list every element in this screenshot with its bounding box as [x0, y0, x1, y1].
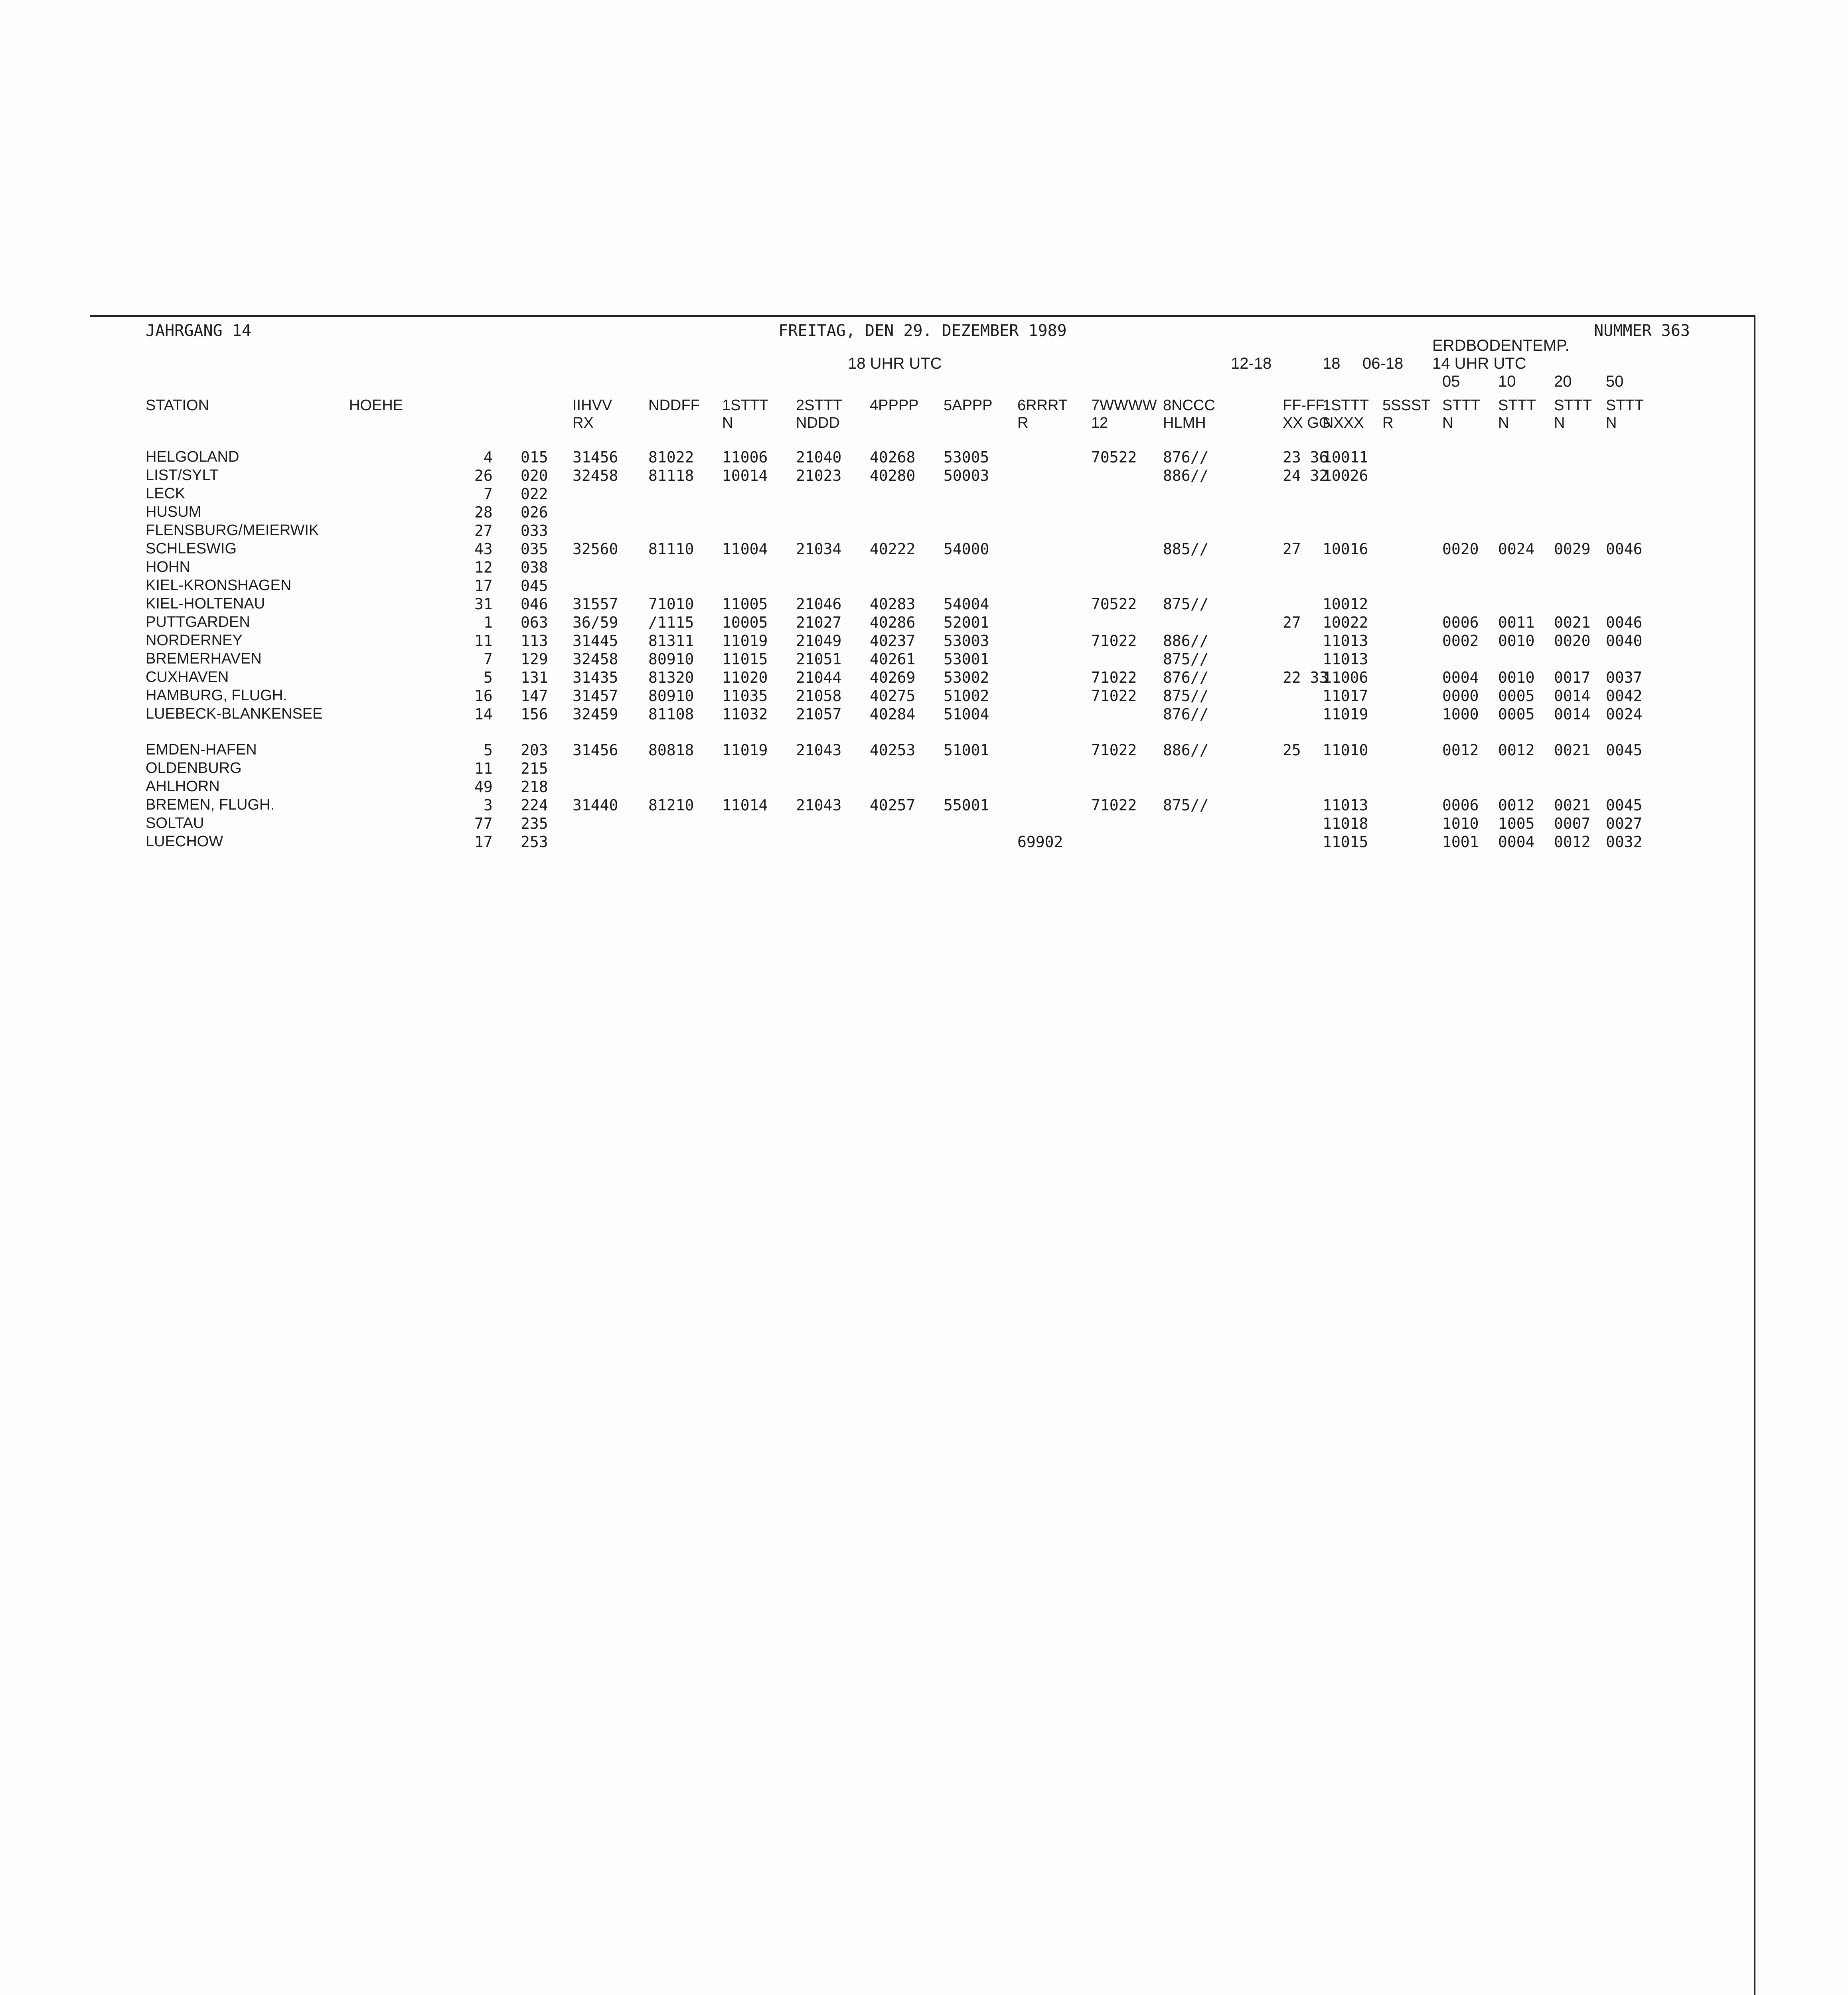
- station-height: 49: [474, 778, 493, 796]
- obs-value: 52001: [944, 614, 989, 631]
- station-id: 253: [521, 833, 548, 851]
- obs-value: 27: [1283, 540, 1301, 558]
- obs-value: 0021: [1554, 796, 1591, 814]
- obs-value: 32560: [573, 540, 618, 558]
- station-name: HOHN: [146, 559, 190, 575]
- obs-value: 0040: [1606, 632, 1643, 650]
- obs-value: 0032: [1606, 833, 1643, 851]
- obs-value: 0002: [1442, 632, 1479, 650]
- obs-value: 71022: [1091, 741, 1137, 759]
- obs-value: 0027: [1606, 815, 1643, 832]
- station-id: 046: [521, 595, 548, 613]
- obs-value: 21034: [796, 540, 842, 558]
- obs-value: 0021: [1554, 741, 1591, 759]
- obs-value: 11010: [1323, 741, 1368, 759]
- station-id: 033: [521, 522, 548, 539]
- obs-value: 54004: [944, 595, 989, 613]
- obs-value: 31456: [573, 741, 618, 759]
- station-id: 045: [521, 577, 548, 595]
- station-name: BREMEN, FLUGH.: [146, 796, 275, 813]
- col-header-c8: 7WWWW 12: [1091, 397, 1157, 431]
- station-id: 203: [521, 741, 548, 759]
- obs-value: 1005: [1498, 815, 1535, 832]
- col-header-c16: STTT N: [1606, 397, 1644, 431]
- col-header-c13: STTT N: [1442, 397, 1480, 431]
- obs-value: 71022: [1091, 796, 1137, 814]
- depth-20: 20: [1554, 373, 1572, 390]
- col-header-c5: 4PPPP: [870, 397, 919, 414]
- obs-value: 876//: [1163, 448, 1209, 466]
- station-id: 218: [521, 778, 548, 796]
- obs-value: 51004: [944, 705, 989, 723]
- obs-value: 81320: [648, 669, 694, 686]
- obs-value: 80910: [648, 650, 694, 668]
- obs-value: 11006: [722, 448, 768, 466]
- station-height: 1: [484, 614, 493, 631]
- obs-value: 875//: [1163, 687, 1209, 705]
- obs-value: 55001: [944, 796, 989, 814]
- obs-value: 875//: [1163, 650, 1209, 668]
- station-id: 235: [521, 815, 548, 832]
- obs-value: 32459: [573, 705, 618, 723]
- table-row: [146, 595, 1738, 614]
- station-name: HELGOLAND: [146, 448, 239, 465]
- obs-value: 0014: [1554, 687, 1591, 705]
- obs-value: 70522: [1091, 595, 1137, 613]
- obs-value: 40286: [870, 614, 916, 631]
- table-row: [146, 504, 1738, 522]
- obs-value: 10005: [722, 614, 768, 631]
- col-header-c9: 8NCCC HLMH: [1163, 397, 1215, 431]
- obs-value: 10022: [1323, 614, 1368, 631]
- obs-value: 24 32: [1283, 467, 1329, 484]
- obs-value: 876//: [1163, 669, 1209, 686]
- obs-value: 11019: [722, 741, 768, 759]
- obs-value: 21057: [796, 705, 842, 723]
- col-header-c10: FF-FF XX GG: [1283, 397, 1331, 431]
- depth-50: 50: [1606, 373, 1624, 390]
- obs-value: 51002: [944, 687, 989, 705]
- table-row: [146, 614, 1738, 632]
- obs-value: 0045: [1606, 741, 1643, 759]
- station-height: 5: [484, 669, 493, 686]
- group-label-18: 18: [1323, 355, 1341, 372]
- table-row: [146, 760, 1738, 778]
- obs-value: 11013: [1323, 650, 1368, 668]
- station-name: LUEBECK-BLANKENSEE: [146, 705, 323, 722]
- station-id: 224: [521, 796, 548, 814]
- obs-value: 0045: [1606, 796, 1643, 814]
- issue-number: NUMMER 363: [1594, 322, 1690, 340]
- obs-value: 0007: [1554, 815, 1591, 832]
- obs-value: 0012: [1554, 833, 1591, 851]
- station-height: 16: [474, 687, 493, 705]
- obs-value: 11013: [1323, 632, 1368, 650]
- station-name: EMDEN-HAFEN: [146, 741, 257, 758]
- obs-value: 0046: [1606, 540, 1643, 558]
- obs-value: 1001: [1442, 833, 1479, 851]
- obs-value: 11018: [1323, 815, 1368, 832]
- obs-value: /1115: [648, 614, 694, 631]
- station-id: 156: [521, 705, 548, 723]
- table-row: [146, 485, 1738, 504]
- obs-value: 32458: [573, 650, 618, 668]
- col-hoehe: HOEHE: [349, 397, 403, 414]
- station-height: 17: [474, 833, 493, 851]
- table-row: [146, 778, 1738, 796]
- station-height: 5: [484, 741, 493, 759]
- obs-value: 31456: [573, 448, 618, 466]
- soil-time-label: 14 UHR UTC: [1432, 355, 1526, 372]
- group-label-06-18: 06-18: [1362, 355, 1404, 372]
- obs-value: 21051: [796, 650, 842, 668]
- station-id: 063: [521, 614, 548, 631]
- col-header-c15: STTT N: [1554, 397, 1592, 431]
- obs-value: 81108: [648, 705, 694, 723]
- obs-value: 25: [1283, 741, 1301, 759]
- station-name: PUTTGARDEN: [146, 614, 250, 630]
- obs-value: 0029: [1554, 540, 1591, 558]
- station-height: 17: [474, 577, 493, 595]
- soil-temp-label: ERDBODENTEMP.: [1432, 337, 1570, 354]
- station-height: 7: [484, 485, 493, 503]
- station-height: 7: [484, 650, 493, 668]
- obs-value: 0010: [1498, 632, 1535, 650]
- obs-value: 50003: [944, 467, 989, 484]
- obs-value: 40261: [870, 650, 916, 668]
- station-height: 11: [474, 632, 493, 650]
- obs-value: 23 36: [1283, 448, 1329, 466]
- station-name: OLDENBURG: [146, 760, 242, 776]
- obs-value: 81118: [648, 467, 694, 484]
- col-header-c12: 5SSST R: [1382, 397, 1431, 431]
- obs-value: 53002: [944, 669, 989, 686]
- obs-value: 10011: [1323, 448, 1368, 466]
- obs-value: 11035: [722, 687, 768, 705]
- obs-value: 11013: [1323, 796, 1368, 814]
- table-row: [146, 741, 1738, 760]
- depth-5: 05: [1442, 373, 1460, 390]
- obs-value: 886//: [1163, 632, 1209, 650]
- obs-value: 40283: [870, 595, 916, 613]
- station-id: 215: [521, 760, 548, 777]
- obs-value: 27: [1283, 614, 1301, 631]
- station-id: 129: [521, 650, 548, 668]
- obs-value: 21043: [796, 741, 842, 759]
- obs-value: 0024: [1498, 540, 1535, 558]
- col-header-c11: 1STTT NXXX: [1323, 397, 1369, 431]
- station-name: HAMBURG, FLUGH.: [146, 687, 287, 704]
- station-name: LUECHOW: [146, 833, 223, 850]
- obs-value: 53005: [944, 448, 989, 466]
- obs-value: 81022: [648, 448, 694, 466]
- station-height: 12: [474, 559, 493, 576]
- obs-value: 40268: [870, 448, 916, 466]
- obs-value: 71010: [648, 595, 694, 613]
- table-row: [146, 669, 1738, 687]
- obs-value: 21027: [796, 614, 842, 631]
- obs-value: 21044: [796, 669, 842, 686]
- depth-10: 10: [1498, 373, 1516, 390]
- station-name: HUSUM: [146, 504, 201, 520]
- obs-value: 31457: [573, 687, 618, 705]
- obs-value: 886//: [1163, 741, 1209, 759]
- obs-value: 70522: [1091, 448, 1137, 466]
- station-height: 28: [474, 504, 493, 521]
- obs-value: 53003: [944, 632, 989, 650]
- obs-value: 11020: [722, 669, 768, 686]
- station-name: NORDERNEY: [146, 632, 243, 649]
- station-name: SOLTAU: [146, 815, 204, 832]
- obs-value: 0021: [1554, 614, 1591, 631]
- obs-value: 0006: [1442, 614, 1479, 631]
- obs-value: 875//: [1163, 796, 1209, 814]
- station-id: 113: [521, 632, 548, 650]
- obs-value: 885//: [1163, 540, 1209, 558]
- station-name: CUXHAVEN: [146, 669, 229, 685]
- table-row: [146, 815, 1738, 833]
- obs-value: 10016: [1323, 540, 1368, 558]
- obs-value: 21040: [796, 448, 842, 466]
- obs-value: 0000: [1442, 687, 1479, 705]
- obs-value: 0042: [1606, 687, 1643, 705]
- station-name: BREMERHAVEN: [146, 650, 262, 667]
- obs-value: 21058: [796, 687, 842, 705]
- obs-value: 1010: [1442, 815, 1479, 832]
- station-name: KIEL-KRONSHAGEN: [146, 577, 292, 594]
- obs-value: 71022: [1091, 632, 1137, 650]
- station-height: 14: [474, 705, 493, 723]
- table-row: [146, 833, 1738, 851]
- station-name: KIEL-HOLTENAU: [146, 595, 265, 612]
- obs-value: 876//: [1163, 705, 1209, 723]
- station-id: 147: [521, 687, 548, 705]
- obs-value: 81311: [648, 632, 694, 650]
- obs-value: 11015: [1323, 833, 1368, 851]
- obs-value: 22 33: [1283, 669, 1329, 686]
- obs-value: 11006: [1323, 669, 1368, 686]
- obs-value: 0012: [1498, 741, 1535, 759]
- obs-value: 40280: [870, 467, 916, 484]
- obs-value: 21049: [796, 632, 842, 650]
- report-date: FREITAG, DEN 29. DEZEMBER 1989: [778, 322, 1067, 340]
- obs-value: 11015: [722, 650, 768, 668]
- table-row: [146, 467, 1738, 485]
- obs-value: 0012: [1442, 741, 1479, 759]
- station-height: 31: [474, 595, 493, 613]
- station-name: FLENSBURG/MEIERWIK: [146, 522, 319, 539]
- obs-value: 0020: [1442, 540, 1479, 558]
- table-row: [146, 540, 1738, 559]
- col-header-c4: 2STTT NDDD: [796, 397, 843, 431]
- obs-value: 71022: [1091, 669, 1137, 686]
- station-height: 3: [484, 796, 493, 814]
- obs-value: 54000: [944, 540, 989, 558]
- obs-value: 40257: [870, 796, 916, 814]
- obs-value: 31440: [573, 796, 618, 814]
- col-header-c1: IIHVV RX: [573, 397, 612, 431]
- obs-value: 31435: [573, 669, 618, 686]
- station-table: [146, 448, 1738, 851]
- table-row: [146, 796, 1738, 815]
- col-header-c6: 5APPP: [944, 397, 993, 414]
- col-header-c3: 1STTT N: [722, 397, 769, 431]
- obs-value: 53001: [944, 650, 989, 668]
- obs-value: 11019: [1323, 705, 1368, 723]
- obs-value: 1000: [1442, 705, 1479, 723]
- table-row: [146, 448, 1738, 467]
- obs-value: 80910: [648, 687, 694, 705]
- obs-value: 0037: [1606, 669, 1643, 686]
- obs-value: 40253: [870, 741, 916, 759]
- obs-value: 80818: [648, 741, 694, 759]
- obs-value: 31445: [573, 632, 618, 650]
- obs-value: 21023: [796, 467, 842, 484]
- table-row: [146, 522, 1738, 540]
- obs-value: 0004: [1498, 833, 1535, 851]
- station-height: 11: [474, 760, 493, 777]
- station-id: 038: [521, 559, 548, 576]
- obs-value: 11014: [722, 796, 768, 814]
- station-name: AHLHORN: [146, 778, 220, 795]
- volume-label: JAHRGANG 14: [146, 322, 251, 340]
- obs-value: 10026: [1323, 467, 1368, 484]
- obs-value: 0020: [1554, 632, 1591, 650]
- station-name: LIST/SYLT: [146, 467, 219, 484]
- obs-value: 40284: [870, 705, 916, 723]
- col-header-c7: 6RRRT R: [1017, 397, 1068, 431]
- obs-value: 31557: [573, 595, 618, 613]
- obs-value: 36/59: [573, 614, 618, 631]
- table-row: [146, 687, 1738, 705]
- col-header-c2: NDDFF: [648, 397, 700, 414]
- group-label-18utc: 18 UHR UTC: [848, 355, 942, 372]
- obs-value: 11032: [722, 705, 768, 723]
- group-label-12-18: 12-18: [1231, 355, 1272, 372]
- obs-value: 11004: [722, 540, 768, 558]
- obs-value: 0017: [1554, 669, 1591, 686]
- station-id: 020: [521, 467, 548, 484]
- station-height: 26: [474, 467, 493, 484]
- obs-value: 0011: [1498, 614, 1535, 631]
- obs-value: 11005: [722, 595, 768, 613]
- obs-value: 10012: [1323, 595, 1368, 613]
- obs-value: 11017: [1323, 687, 1368, 705]
- obs-value: 51001: [944, 741, 989, 759]
- obs-value: 875//: [1163, 595, 1209, 613]
- station-height: 4: [484, 448, 493, 466]
- obs-value: 10014: [722, 467, 768, 484]
- obs-value: 40269: [870, 669, 916, 686]
- obs-value: 81110: [648, 540, 694, 558]
- obs-value: 40237: [870, 632, 916, 650]
- obs-value: 0012: [1498, 796, 1535, 814]
- station-height: 77: [474, 815, 493, 832]
- obs-value: 71022: [1091, 687, 1137, 705]
- obs-value: 21046: [796, 595, 842, 613]
- table-row: [146, 632, 1738, 650]
- station-name: LECK: [146, 485, 186, 502]
- station-id: 015: [521, 448, 548, 466]
- station-id: 035: [521, 540, 548, 558]
- station-name: SCHLESWIG: [146, 540, 237, 557]
- station-id: 022: [521, 485, 548, 503]
- obs-value: 886//: [1163, 467, 1209, 484]
- station-height: 27: [474, 522, 493, 539]
- obs-value: 69902: [1017, 833, 1063, 851]
- col-station: STATION: [146, 397, 209, 414]
- obs-value: 40275: [870, 687, 916, 705]
- table-row: [146, 577, 1738, 595]
- obs-value: 0014: [1554, 705, 1591, 723]
- station-height: 43: [474, 540, 493, 558]
- table-row: [146, 705, 1738, 724]
- station-id: 131: [521, 669, 548, 686]
- obs-value: 32458: [573, 467, 618, 484]
- obs-value: 81210: [648, 796, 694, 814]
- obs-value: 0006: [1442, 796, 1479, 814]
- table-row: [146, 559, 1738, 577]
- obs-value: 0046: [1606, 614, 1643, 631]
- obs-value: 0024: [1606, 705, 1643, 723]
- obs-value: 0005: [1498, 687, 1535, 705]
- obs-value: 21043: [796, 796, 842, 814]
- obs-value: 0010: [1498, 669, 1535, 686]
- col-header-c14: STTT N: [1498, 397, 1536, 431]
- table-row: [146, 650, 1738, 669]
- obs-value: 0005: [1498, 705, 1535, 723]
- obs-value: 40222: [870, 540, 916, 558]
- station-id: 026: [521, 504, 548, 521]
- obs-value: 11019: [722, 632, 768, 650]
- report-sheet: [90, 315, 1755, 1995]
- obs-value: 0004: [1442, 669, 1479, 686]
